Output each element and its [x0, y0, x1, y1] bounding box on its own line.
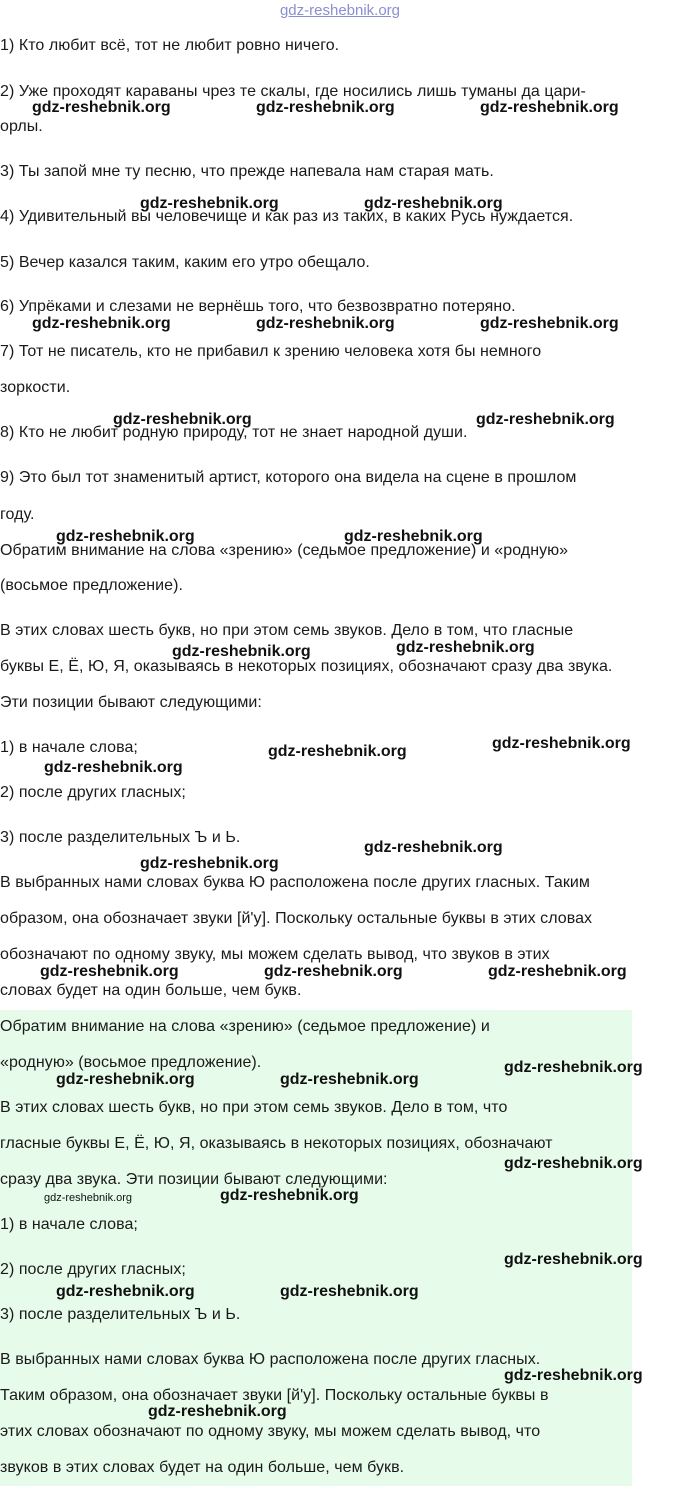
watermark: gdz-reshebnik.org — [504, 1251, 643, 1268]
sentence-2-line-2: орлы. — [0, 118, 43, 135]
watermark: gdz-reshebnik.org — [56, 528, 195, 545]
sentence-2-line-1: 2) Уже проходят караваны чрез те скалы, где носились лишь туманы да цари- — [0, 83, 586, 100]
watermark: gdz-reshebnik.org — [113, 411, 252, 428]
list-item-3: 3) после разделительных Ъ и Ь. — [0, 829, 241, 846]
watermark: gdz-reshebnik.org — [364, 839, 503, 856]
watermark: gdz-reshebnik.org — [256, 99, 395, 116]
green-paragraph-3-line-3: этих словах обозначают по одному звуку, мы можем сделать вывод, что — [0, 1423, 541, 1440]
watermark: gdz-reshebnik.org — [140, 855, 279, 872]
sentence-3: 3) Ты запой мне ту песню, что прежде напевала нам старая мать. — [0, 163, 494, 180]
sentence-1: 1) Кто любит всё, тот не любит ровно ничего. — [0, 37, 340, 54]
green-paragraph-1-line-1: Обратим внимание на слова «зрению» (седьмое предложение) и — [0, 1018, 490, 1035]
paragraph-2-line-2: буквы Е, Ё, Ю, Я, оказываясь в некоторых позициях, обозначают сразу два звука. — [0, 658, 613, 675]
watermark: gdz-reshebnik.org — [256, 315, 395, 332]
green-paragraph-3-line-2: Таким образом, она обозначает звуки [й'у]. Поскольку остальные буквы в — [0, 1387, 549, 1404]
paragraph-3-line-1: В выбранных нами словах буква Ю расположена после других гласных. Таким — [0, 874, 590, 891]
paragraph-3-line-4: словах будет на один больше, чем букв. — [0, 982, 302, 999]
watermark: gdz-reshebnik.org — [280, 1071, 419, 1088]
watermark: gdz-reshebnik.org — [396, 639, 535, 656]
sentence-5: 5) Вечер казался таким, каким его утро обещало. — [0, 254, 370, 271]
paragraph-2-line-3: Эти позиции бывают следующими: — [0, 694, 262, 711]
watermark: gdz-reshebnik.org — [56, 1071, 195, 1088]
watermark: gdz-reshebnik.org — [268, 743, 407, 760]
watermark: gdz-reshebnik.org — [56, 1283, 195, 1300]
green-paragraph-1-line-2: «родную» (восьмое предложение). — [0, 1054, 262, 1071]
watermark: gdz-reshebnik.org — [220, 1187, 359, 1204]
sentence-9-line-1: 9) Это был тот знаменитый артист, которого она видела на сцене в прошлом — [0, 469, 577, 486]
watermark: gdz-reshebnik.org — [40, 963, 179, 980]
sentence-7-line-2: зоркости. — [0, 379, 71, 396]
watermark: gdz-reshebnik.org — [364, 195, 503, 212]
watermark: gdz-reshebnik.org — [476, 411, 615, 428]
green-paragraph-2-line-3: сразу два звука. Эти позиции бывают следующими: — [0, 1171, 388, 1188]
sentence-6: 6) Упрёками и слезами не вернёшь того, что безвозвратно потеряно. — [0, 298, 516, 315]
watermark: gdz-reshebnik.org — [140, 195, 279, 212]
green-list-item-2: 2) после других гласных; — [0, 1261, 186, 1278]
watermark: gdz-reshebnik.org — [488, 963, 627, 980]
site-header-link[interactable]: gdz-reshebnik.org — [279, 2, 401, 19]
list-item-2: 2) после других гласных; — [0, 784, 186, 801]
watermark: gdz-reshebnik.org — [504, 1367, 643, 1384]
green-paragraph-2-line-1: В этих словах шесть букв, но при этом семь звуков. Дело в том, что — [0, 1099, 508, 1116]
watermark: gdz-reshebnik.org — [264, 963, 403, 980]
watermark: gdz-reshebnik.org — [32, 99, 171, 116]
paragraph-1-line-1: Обратим внимание на слова «зрению» (седьмое предложение) и «родную» — [0, 542, 569, 559]
sentence-4: 4) Удивительный вы человечище и как раз из таких, в каких Русь нуждается. — [0, 208, 574, 225]
green-paragraph-3-line-1: В выбранных нами словах буква Ю расположена после других гласных. — [0, 1351, 541, 1368]
sentence-8: 8) Кто не любит родную природу, тот не знает народной души. — [0, 424, 468, 441]
watermark: gdz-reshebnik.org — [504, 1059, 643, 1076]
watermark: gdz-reshebnik.org — [504, 1155, 643, 1172]
watermark: gdz-reshebnik.org — [492, 735, 631, 752]
sentence-7-line-1: 7) Тот не писатель, кто не прибавил к зрению человека хотя бы немного — [0, 343, 542, 360]
watermark: gdz-reshebnik.org — [480, 315, 619, 332]
watermark: gdz-reshebnik.org — [172, 643, 311, 660]
green-list-item-1: 1) в начале слова; — [0, 1216, 138, 1233]
paragraph-2-line-1: В этих словах шесть букв, но при этом семь звуков. Дело в том, что гласные — [0, 622, 574, 639]
watermark: gdz-reshebnik.org — [32, 315, 171, 332]
watermark: gdz-reshebnik.org — [44, 1192, 133, 1204]
paragraph-3-line-3: обозначают по одному звуку, мы можем сделать вывод, что звуков в этих — [0, 946, 550, 963]
watermark: gdz-reshebnik.org — [148, 1403, 287, 1420]
paragraph-3-line-2: образом, она обозначает звуки [й'у]. Поскольку остальные буквы в этих словах — [0, 910, 593, 927]
green-paragraph-2-line-2: гласные буквы Е, Ё, Ю, Я, оказываясь в некоторых позициях, обозначают — [0, 1135, 553, 1152]
watermark: gdz-reshebnik.org — [480, 99, 619, 116]
green-paragraph-3-line-4: звуков в этих словах будет на один больше, чем букв. — [0, 1459, 405, 1476]
list-item-1: 1) в начале слова; — [0, 739, 138, 756]
paragraph-1-line-2: (восьмое предложение). — [0, 577, 183, 594]
green-list-item-3: 3) после разделительных Ъ и Ь. — [0, 1306, 241, 1323]
sentence-9-line-2: году. — [0, 506, 35, 523]
watermark: gdz-reshebnik.org — [344, 528, 483, 545]
watermark: gdz-reshebnik.org — [44, 759, 183, 776]
watermark: gdz-reshebnik.org — [280, 1283, 419, 1300]
